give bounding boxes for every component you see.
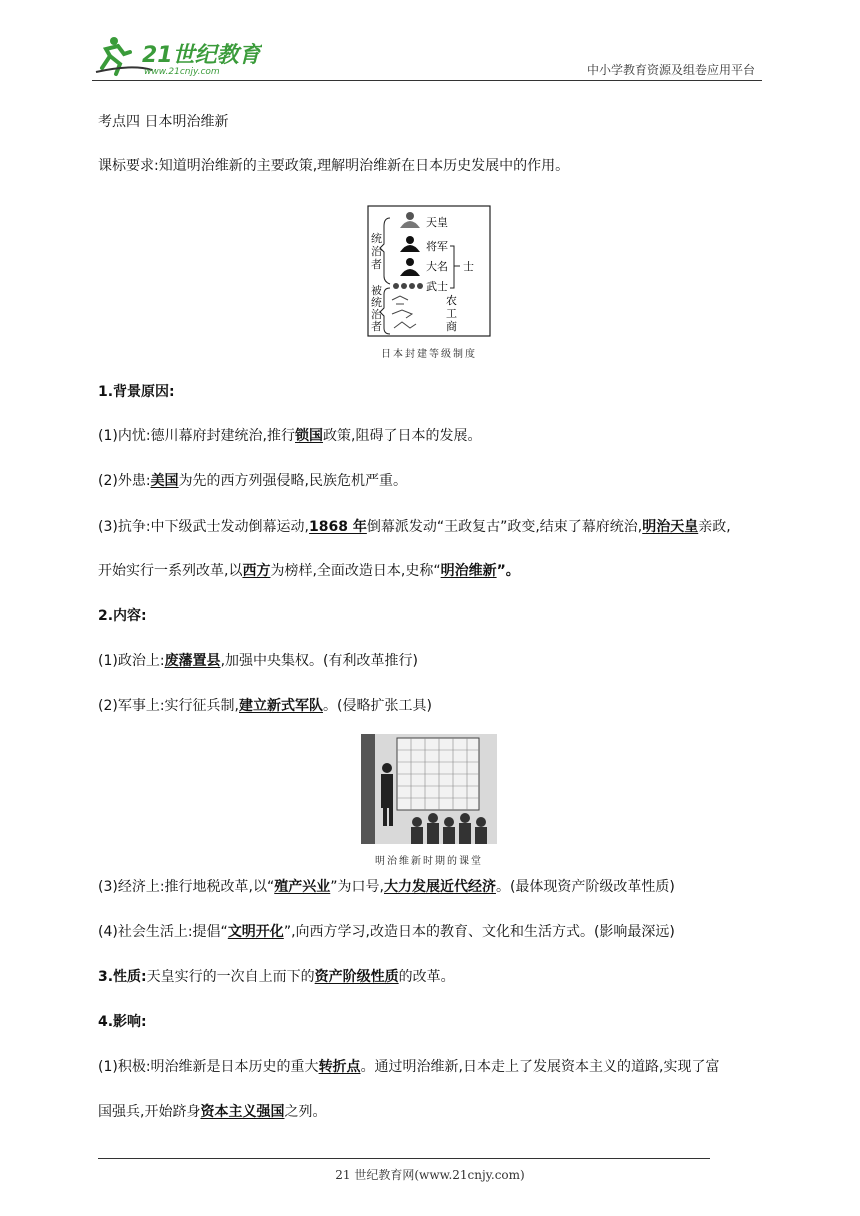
feudal-hierarchy-figure (366, 204, 492, 360)
nature-line: 3.性质:天皇实行的一次自上而下的资产阶级性质的改革。 (98, 969, 455, 985)
key-term: 西方 (242, 563, 271, 579)
header-tagline: 中小学教育资源及组卷应用平台 (586, 63, 755, 77)
key-term: 殖产兴业 (274, 879, 331, 895)
background-item-3: (3)抗争:中下级武士发动倒幕运动,1868 年倒幕派发动“王政复古”政变,结束了幕府统治,明治天皇亲政, (98, 519, 731, 535)
logo-text: 21世纪教育 (142, 43, 261, 68)
rank-samurai: 武士 (426, 280, 448, 293)
content-heading: 2.内容: (98, 608, 147, 624)
hierarchy-diagram (366, 204, 492, 338)
key-term: 文明开化 (227, 924, 284, 940)
key-term: 锁国 (295, 428, 323, 444)
content-item-2: (2)军事上:实行征兵制,建立新式军队。(侵略扩张工具) (98, 698, 432, 714)
key-term: 明治天皇 (642, 519, 699, 535)
influence-heading: 4.影响: (98, 1014, 147, 1030)
ruler-label: 统治者 (371, 232, 382, 271)
section-title: 考点四 日本明治维新 (98, 114, 229, 130)
nature-heading: 3.性质: (98, 969, 147, 985)
background-item-2: (2)外患:美国为先的西方列强侵略,民族危机严重。 (98, 473, 408, 489)
key-term: 资产阶级性质 (314, 969, 399, 985)
footer-divider (98, 1158, 710, 1159)
site-logo (92, 34, 262, 78)
background-heading: 1.背景原因: (98, 384, 175, 400)
ruled-label: 被统治者 (371, 284, 382, 333)
rank-emperor: 天皇 (426, 216, 448, 229)
rank-shogun: 将军 (426, 240, 448, 253)
meiji-classroom-figure (361, 734, 497, 867)
figure2-caption: 明治维新时期的课堂 (375, 856, 483, 867)
content-item-3: (3)经济上:推行地税改革,以“殖产兴业”为口号,大力发展近代经济。(最体现资产阶级改革性质) (98, 879, 675, 895)
influence-item-1-cont: 国强兵,开始跻身资本主义强国之列。 (98, 1104, 327, 1120)
key-term: 大力发展近代经济 (383, 879, 496, 895)
commoner-artisan: 工 (446, 307, 457, 320)
logo-url: www.21cnjy.com (144, 67, 220, 77)
commoner-farmer: 农 (446, 294, 457, 307)
curriculum-standard: 课标要求:知道明治维新的主要政策,理解明治维新在日本历史发展中的作用。 (98, 158, 570, 174)
key-term: 明治维新 (440, 563, 497, 579)
key-term: 建立新式军队 (239, 698, 323, 714)
rank-daimyo: 大名 (426, 260, 448, 273)
content-item-4: (4)社会生活上:提倡“文明开化”,向西方学习,改造日本的教育、文化和生活方式。(影响最深远) (98, 924, 675, 940)
background-item-1: (1)内忧:德川幕府封建统治,推行锁国政策,阻碍了日本的发展。 (98, 428, 482, 444)
key-term: 转折点 (318, 1059, 361, 1075)
figure1-caption: 日本封建等级制度 (381, 349, 477, 360)
key-term: 1868 年 (309, 519, 367, 535)
samurai-class-label: 士 (463, 260, 474, 273)
key-term: 废藩置县 (164, 653, 221, 669)
header-divider (92, 80, 762, 81)
key-term: 美国 (150, 473, 179, 489)
key-term: 资本主义强国 (200, 1104, 285, 1120)
footer-text: 21 世纪教育网(www.21cnjy.com) (335, 1168, 525, 1182)
influence-item-1: (1)积极:明治维新是日本历史的重大转折点。通过明治维新,日本走上了发展资本主义的道路,实现了富 (98, 1059, 720, 1075)
background-item-3-cont: 开始实行一系列改革,以西方为榜样,全面改造日本,史称“明治维新”。 (98, 563, 520, 579)
content-item-1: (1)政治上:废藩置县,加强中央集权。(有利改革推行) (98, 653, 418, 669)
commoner-merchant: 商 (446, 320, 457, 333)
classroom-illustration (361, 734, 497, 844)
